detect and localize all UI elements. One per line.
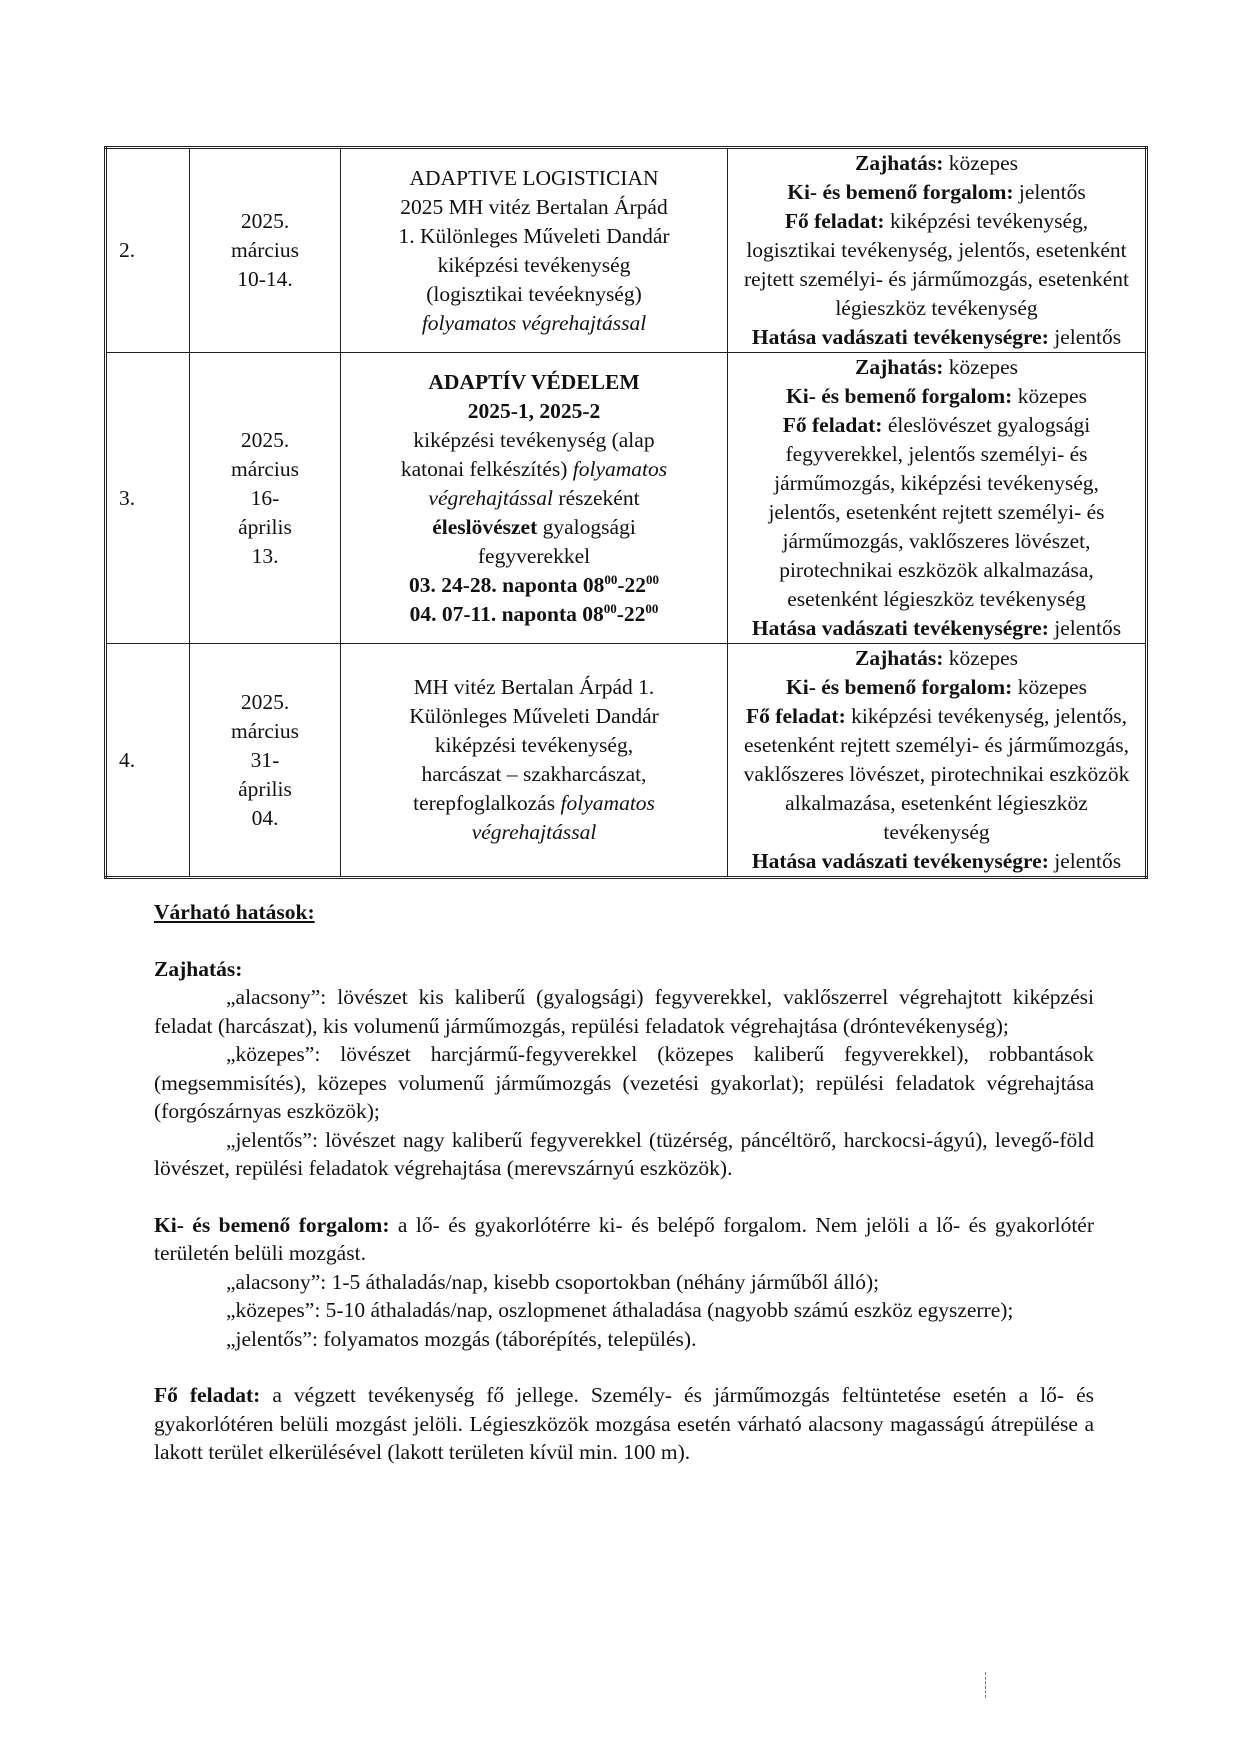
row-number: 3. bbox=[106, 353, 190, 644]
row-date: 2025. március 31- április 04. bbox=[190, 644, 341, 878]
row-activity: ADAPTIVE LOGISTICIAN 2025 MH vitéz Bertalan Árpád 1. Különleges Műveleti Dandár kiképzési tevékenység (logisztikai tevéeknység) folyamatos végrehajtással bbox=[341, 148, 728, 353]
noise-heading: Zajhatás: bbox=[154, 956, 243, 981]
section-heading: Várható hatások: bbox=[154, 900, 315, 924]
table-row bbox=[106, 644, 1147, 878]
main-task-paragraph: Fő feladat: a végzett tevékenység fő jellege. Személy- és járműmozgás feltüntetése esetén a lő- és gyakorlótéren belüli mozgást jelöli. Légieszközök mozgása esetén várható alacsony magasságú átrepülése a lakott terület elkerülésével (lakott területen kívül min. 100 m). bbox=[154, 1383, 1094, 1464]
traffic-item-low: „alacsony”: 1-5 áthaladás/nap, kisebb csoportokban (néhány járműből álló); bbox=[226, 1269, 880, 1294]
row-number: 4. bbox=[106, 644, 190, 878]
noise-item-medium: „közepes”: lövészet harcjármű-fegyverekkel (közepes kaliberű fegyverekkel), robbantások (megsemmisítés), közepes volumenű járműmozgás (vezetési gyakorlat); repülési feladatok végrehajtása (forgószárnyas eszközök); bbox=[154, 1042, 1094, 1123]
row-activity: MH vitéz Bertalan Árpád 1. Különleges Műveleti Dandár kiképzési tevékenység, harcászat – szakharcászat, terepfoglalkozás folyamatos végrehajtással bbox=[341, 644, 728, 878]
row-activity: ADAPTÍV VÉDELEM 2025-1, 2025-2 kiképzési tevékenység (alap katonai felkészítés) folyamatos végrehajtással részeként éleslövészet gyalogsági fegyverekkel 03. 24-28. naponta $08^{00}-22^{00}$ 04. 07-11. naponta $08^{00}-22^{00}$ bbox=[341, 353, 728, 644]
traffic-item-high: „jelentős”: folyamatos mozgás (táborépítés, település). bbox=[226, 1326, 697, 1351]
time-range-2: 04. 07-11. naponta $08^{00}-22^{00}$ bbox=[409, 600, 659, 626]
scan-mark bbox=[985, 1672, 987, 1698]
traffic-item-medium: „közepes”: 5-10 áthaladás/nap, oszlopmenet áthaladása (nagyobb számú eszköz egyszerre); bbox=[226, 1298, 1014, 1322]
row-date: 2025. március 16- április 13. bbox=[190, 353, 341, 644]
table-row bbox=[106, 148, 1147, 353]
row-effects: Zajhatás: közepes Ki- és bemenő forgalom: közepes Fő feladat: éleslövészet gyalogsági fegyverekkel, jelentős személyi- és járműmozgás, kiképzési tevékenység, jelentős, esetenként rejtett személyi- és járműmozgás, vaklőszeres lövészet, pirotechnikai eszközök alkalmazása, esetenként légieszköz tevékenység Hatása vadászati tevékenységre: jelentős bbox=[728, 353, 1147, 644]
schedule-table bbox=[104, 146, 1148, 879]
traffic-paragraph: Ki- és bemenő forgalom: a lő- és gyakorlótérre ki- és belépő forgalom. Nem jelöli a lő- és gyakorlótér területén belüli mozgást. bbox=[154, 1212, 1095, 1265]
noise-item-high: „jelentős”: lövészet nagy kaliberű fegyverekkel (tüzérség, páncéltörő, harckocsi-ágyú), levegő-föld lövészet, repülési feladatok végrehajtása (merevszárnyú eszközök). bbox=[154, 1127, 1094, 1180]
row-number: 2. bbox=[106, 148, 190, 353]
row-effects: Zajhatás: közepes Ki- és bemenő forgalom: közepes Fő feladat: kiképzési tevékenység, jelentős, esetenként rejtett személyi- és járműmozgás, vaklőszeres lövészet, pirotechnikai eszközök alkalmazása, esetenként légieszköz tevékenység Hatása vadászati tevékenységre: jelentős bbox=[728, 644, 1147, 878]
row-date: 2025. március 10-14. bbox=[190, 148, 341, 353]
row-effects: Zajhatás: közepes Ki- és bemenő forgalom: jelentős Fő feladat: kiképzési tevékenység, logisztikai tevékenység, jelentős, esetenként rejtett személyi- és járműmozgás, esetenként légieszköz tevékenység Hatása vadászati tevékenységre: jelentős bbox=[728, 148, 1147, 353]
expected-effects-section bbox=[154, 898, 1094, 1467]
time-range-1: 03. 24-28. naponta $08^{00}-22^{00}$ bbox=[409, 571, 659, 597]
table-row bbox=[106, 353, 1147, 644]
noise-item-low: „alacsony”: lövészet kis kaliberű (gyalogsági) fegyverekkel, vaklőszerrel végrehajtott kiképzési feladat (harcászat), kis volumenű járműmozgás, repülési feladatok végrehajtása (dróntevékenység); bbox=[154, 985, 1094, 1038]
